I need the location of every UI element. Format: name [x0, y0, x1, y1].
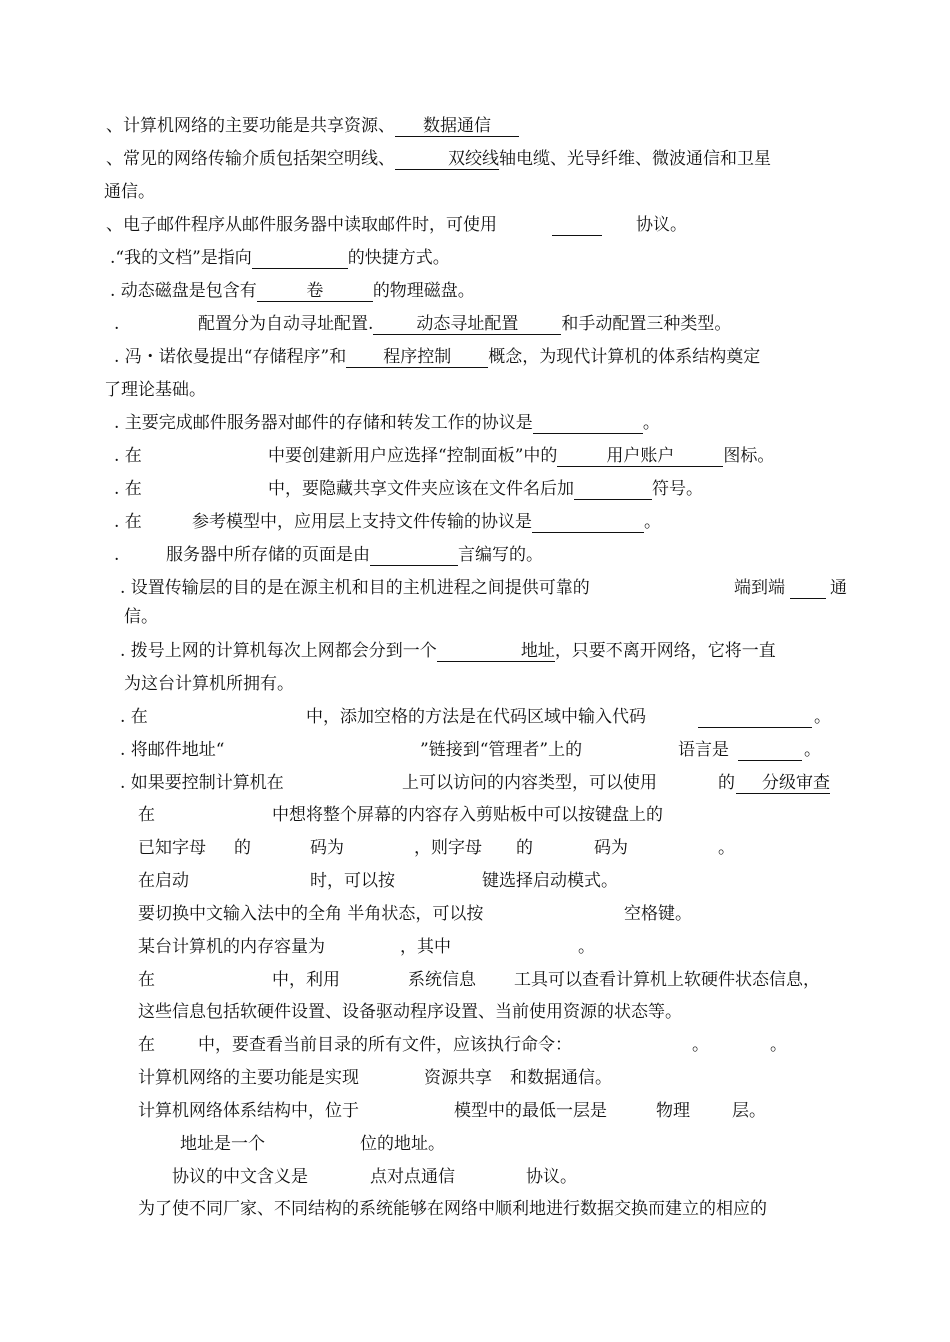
question-text: .“我的文档”是指向	[110, 248, 252, 268]
question-text: 中，添加空格的方法是在代码区域中输入代码	[306, 707, 646, 727]
question-text: 参考模型中，应用层上支持文件传输的协议是 。	[192, 512, 661, 532]
question-text: 在	[138, 805, 155, 825]
question-text: 通	[830, 578, 847, 598]
question-text: 。	[718, 838, 735, 858]
question-line	[110, 247, 450, 269]
question-text: 概念，为现代计算机的体系结构奠定	[488, 347, 761, 367]
question-text: ，只要不离开网络，它将一直	[554, 641, 776, 661]
question-continuation: 信。	[124, 607, 158, 627]
question-text: 语言是	[678, 740, 729, 760]
question-line	[106, 115, 519, 137]
question-text: 的	[516, 838, 533, 858]
question-continuation: 这些信息包括软硬件设置、设备驱动程序设置、当前使用资源的状态等。	[138, 1002, 682, 1022]
question-text: 的快捷方式。	[347, 248, 450, 268]
question-line: 为了使不同厂家、不同结构的系统能够在网络中顺利地进行数据交换而建立的相应的	[138, 1199, 767, 1219]
answer-blank: 地址	[437, 640, 555, 662]
question-text: . 在	[114, 512, 142, 532]
answer-blank: 分级审查	[736, 772, 830, 794]
answer-blank	[252, 247, 348, 269]
question-text: 中，利用	[272, 970, 340, 990]
question-text: 。	[770, 1035, 787, 1055]
question-text: 。	[804, 740, 821, 760]
question-text: 配置分为自动寻址配置. 动态寻址配置 和手动配置三种类型。	[198, 314, 732, 334]
question-text: 计算机网络的主要功能是实现	[138, 1068, 359, 1088]
question-text: . 拨号上网的计算机每次上网都会分到一个	[120, 641, 437, 661]
question-text: . 将邮件地址“	[120, 740, 225, 760]
answer-blank: 用户账户	[557, 445, 723, 467]
question-text: 、电子邮件程序从邮件服务器中读取邮件时，可使用	[106, 215, 497, 235]
answer-text: 系统信息	[408, 970, 476, 990]
answer-text: 端到端	[734, 578, 785, 598]
question-continuation: 为这台计算机所拥有。	[124, 674, 294, 694]
question-text: 协议。	[636, 215, 687, 235]
question-text: 空格键。	[624, 904, 692, 924]
question-text: 的物理磁盘。	[372, 281, 475, 301]
answer-blank	[552, 214, 602, 236]
question-text: 时，可以按	[310, 871, 395, 891]
question-text: 服务器中所存储的页面是由 言编写的。	[166, 545, 543, 565]
question-text: 码为	[310, 838, 344, 858]
question-text: 中要创建新用户应选择“控制面板”中的 用户账户 图标。	[268, 446, 775, 466]
question-text: 。	[642, 413, 660, 433]
answer-blank	[532, 511, 644, 533]
question-text: 。	[578, 937, 595, 957]
question-text: 已知字母	[138, 838, 206, 858]
answer-blank: 数据通信	[395, 115, 519, 137]
answer-blank: 双绞线	[395, 148, 499, 170]
question-text: 在启动	[138, 871, 189, 891]
answer-blank	[738, 739, 802, 761]
answer-blank	[370, 544, 458, 566]
answer-blank	[698, 706, 812, 728]
question-text: 的	[234, 838, 251, 858]
question-text: 、常见的网络传输介质包括架空明线、	[106, 149, 395, 169]
question-continuation: 通信。	[104, 182, 155, 202]
question-text: 位的地址。	[360, 1134, 445, 1154]
question-text: .	[114, 545, 120, 565]
answer-blank: 动态寻址配置	[373, 313, 561, 335]
question-text: . 主要完成邮件服务器对邮件的存储和转发工作的协议是	[114, 413, 533, 433]
question-text: .	[114, 314, 120, 334]
question-text: 中，要查看当前目录的所有文件，应该执行命令：	[198, 1035, 572, 1055]
question-line	[106, 148, 771, 170]
question-text: 。	[692, 1035, 709, 1055]
question-text: . 在	[114, 479, 142, 499]
question-text: . 冯・诺依曼提出“存储程序”和	[114, 347, 347, 367]
answer-text: 点对点通信	[370, 1167, 455, 1187]
question-text: ”链接到“管理者”上的	[420, 740, 583, 760]
question-text: 。	[814, 707, 831, 727]
question-text: 上可以访问的内容类型，可以使用	[402, 773, 657, 793]
question-text: 层。	[732, 1101, 766, 1121]
question-text: 的	[718, 773, 735, 793]
question-text: . 动态磁盘是包含有	[110, 281, 257, 301]
answer-blank: 程序控制	[346, 346, 488, 368]
question-text: . 在	[114, 446, 142, 466]
question-text: 中想将整个屏幕的内容存入剪贴板中可以按键盘上的	[272, 805, 663, 825]
question-text: . 如果要控制计算机在	[120, 773, 284, 793]
answer-blank	[533, 412, 643, 434]
question-text: 在	[138, 970, 155, 990]
answer-blank: 卷	[257, 280, 373, 302]
answer-text: 物理	[656, 1101, 690, 1121]
question-text: 码为	[594, 838, 628, 858]
question-continuation: 了理论基础。	[104, 380, 206, 400]
answer-blank	[574, 478, 652, 500]
question-text: . 设置传输层的目的是在源主机和目的主机进程之间提供可靠的	[120, 578, 590, 598]
question-text: 协议的中文含义是	[172, 1167, 308, 1187]
question-text: 地址是一个	[180, 1134, 265, 1154]
question-text: 某台计算机的内存容量为	[138, 937, 325, 957]
question-text: 键选择启动模式。	[482, 871, 618, 891]
question-text: 轴电缆、光导纤维、微波通信和卫星	[499, 149, 771, 169]
question-text: 协议。	[526, 1167, 577, 1187]
question-text: 模型中的最低一层是	[454, 1101, 607, 1121]
question-line	[110, 280, 475, 302]
question-text: ，则字母	[414, 838, 482, 858]
question-text: 要切换中文输入法中的全角 半角状态，可以按	[138, 904, 484, 924]
question-text: 和数据通信。	[510, 1068, 612, 1088]
question-text: 、计算机网络的主要功能是共享资源、	[106, 116, 395, 136]
question-line	[120, 640, 776, 662]
question-text: 在	[138, 1035, 155, 1055]
question-text: 中，要隐藏共享文件夹应该在文件名后加 符号。	[268, 479, 703, 499]
question-text: ，其中	[400, 937, 451, 957]
question-text: 计算机网络体系结构中，位于	[138, 1101, 359, 1121]
question-line	[114, 412, 660, 434]
question-text: 工具可以查看计算机上软硬件状态信息，	[514, 970, 820, 990]
answer-blank	[790, 577, 826, 599]
question-text: . 在	[120, 707, 148, 727]
answer-text: 资源共享	[424, 1068, 492, 1088]
question-line	[114, 346, 760, 368]
